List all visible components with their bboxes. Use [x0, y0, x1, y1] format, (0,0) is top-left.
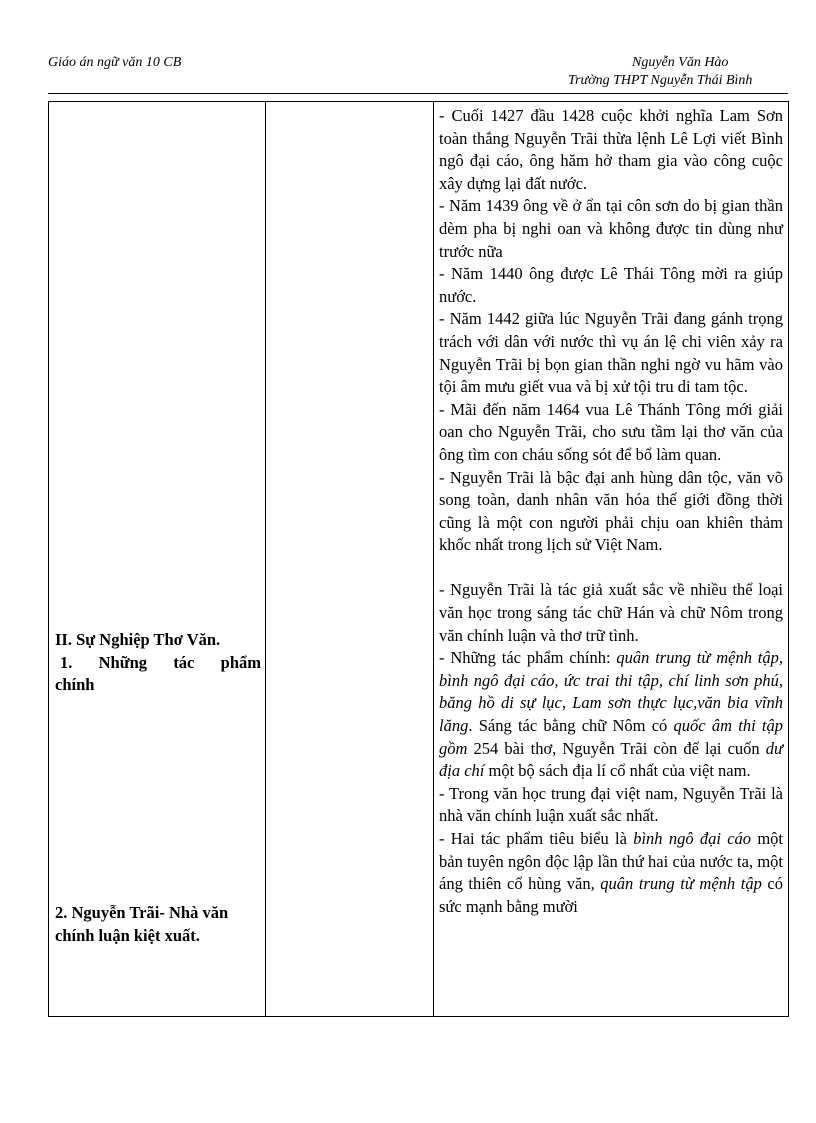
italic-works-list: quân trung từ mệnh tập, bình ngô đại cáo, ức trai thi tập, chí linh sơn phú, băng hồ di sự lục, Lam sơn thực lục,văn bia vĩnh lăng — [439, 648, 783, 736]
header-school: Trường THPT Nguyễn Thái Bình — [568, 73, 753, 88]
paragraph-8 — [439, 647, 783, 783]
text-run: có sức mạnh bằng mười — [439, 874, 783, 916]
paragraph-2: - Năm 1439 ông về ở ẩn tại côn sơn do bị gian thần dèm pha bị nghi oan và không được tin dùng như trước nữa — [439, 196, 783, 261]
paragraph-3: - Năm 1440 ông được Lê Thái Tông mời ra giúp nước. — [439, 264, 783, 306]
italic-title: dư địa chí — [439, 738, 783, 781]
subheading-2-line1: 2. Nguyễn Trãi- Nhà văn — [55, 903, 229, 922]
text-run: một bản tuyên ngôn độc lập lần thứ hai của nước ta, một áng thiên cổ hùng văn, — [439, 829, 783, 894]
italic-title: bình ngô đại cáo — [633, 829, 752, 848]
paragraph-4: - Năm 1442 giữa lúc Nguyễn Trãi đang gánh trọng trách với dân với nước thì vụ án lệ chi viên xảy ra Nguyễn Trãi bị bọn gian thần nghi ngờ vu hãm vào tội âm mưu giết vua và bị xử tội tru di tam tộc. — [439, 309, 783, 397]
section-title: II. Sự Nghiệp Thơ Văn. — [55, 630, 221, 649]
italic-title: quân trung từ mệnh tập — [600, 874, 762, 894]
left-column — [55, 629, 261, 697]
text-run: một bộ sách địa lí cổ nhất của việt nam. — [484, 761, 751, 781]
lesson-table — [48, 101, 789, 1017]
header-doc-title: Giáo án ngữ văn 10 CB — [48, 55, 182, 70]
blank-line — [439, 557, 783, 580]
text-run: - Những tác phẩm chính: — [439, 648, 617, 668]
header-author: Nguyễn Văn Hào — [632, 55, 729, 70]
paragraph-6: - Nguyễn Trãi là bậc đại anh hùng dân tộc, văn võ song toàn, danh nhân văn hóa thế giới đồng thời cũng là một con người phải chịu oan khiên thảm khốc nhất trong lịch sử Việt Nam. — [439, 467, 783, 555]
paragraph-1: - Cuối 1427 đầu 1428 cuộc khởi nghĩa Lam Sơn toàn thắng Nguyễn Trãi thừa lệnh Lê Lợi viết Bình ngô đại cáo, ông hăm hở tham gia vào công cuộc xây dựng lại đất nước. — [439, 106, 783, 193]
header-rule — [48, 93, 788, 94]
paragraph-9: - Trong văn học trung đại việt nam, Nguyễn Trãi là nhà văn chính luận xuất sắc nhất. — [439, 783, 783, 826]
subheading-2-line2: chính luận kiệt xuất. — [55, 925, 200, 945]
subheading-1-line2: chính — [55, 675, 95, 695]
paragraph-7: - Nguyễn Trãi là tác giả xuất sắc về nhiều thể loại văn học trong sáng tác chữ Hán và chữ Nôm trong văn chính luận và thơ trữ tình. — [439, 580, 783, 645]
column-divider-2 — [433, 102, 434, 1016]
italic-title: quốc âm thi tập gồm — [439, 716, 783, 758]
subheading-1-line1: 1. Những tác phẩm — [60, 652, 261, 672]
text-run: - Hai tác phẩm tiêu biểu là — [439, 829, 634, 848]
left-column-2 — [55, 902, 261, 947]
paragraph-5: - Mãi đến năm 1464 vua Lê Thánh Tông mới giải oan cho Nguyễn Trãi, cho sưu tầm lại thơ văn của ông tìm con cháu sống sót để bổ làm quan. — [439, 399, 783, 464]
content-column — [439, 105, 783, 918]
text-run: . Sáng tác bằng chữ Nôm có — [468, 716, 674, 736]
column-divider-1 — [265, 102, 266, 1016]
text-run: 254 bài thơ, Nguyễn Trãi còn để lại cuốn — [467, 738, 766, 758]
paragraph-10 — [439, 828, 783, 918]
